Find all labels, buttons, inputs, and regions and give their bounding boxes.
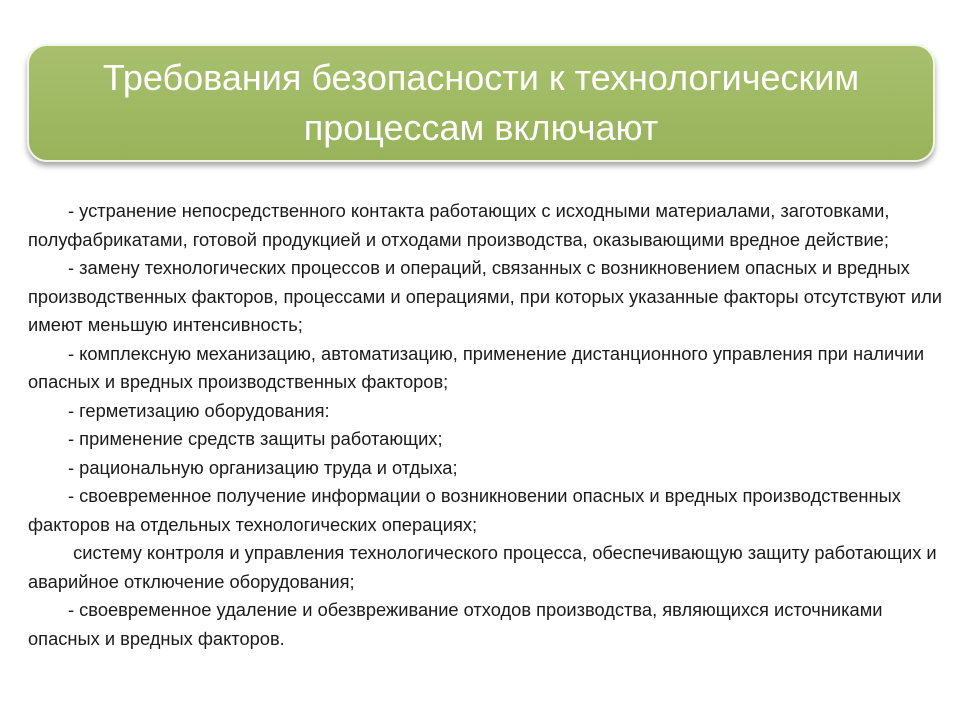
slide-title-line-2: процессам включают — [303, 107, 659, 148]
requirement-item: - своевременное получение информации о возникновении опасных и вредных производственных факторов на отдельных технологических операциях; — [28, 485, 901, 535]
slide-title-line-1: Требования безопасности к технологическим — [102, 57, 860, 98]
requirement-item: - устранение непосредственного контакта работающих с исходными материалами, заготовками, полуфабрикатами, готовой продукцией и отходами производства, оказывающими вредное действие; — [28, 200, 890, 250]
requirement-item: - герметизацию оборудования: — [68, 399, 330, 421]
slide-title — [103, 53, 859, 153]
requirement-item: - своевременное удаление и обезвреживание отходов производства, являющихся источниками опасных и вредных факторов. — [28, 599, 883, 649]
requirements-list — [28, 197, 948, 653]
requirement-item: - рациональную организацию труда и отдыха; — [68, 456, 458, 478]
requirement-item: - комплексную механизацию, автоматизацию, применение дистанционного управления при наличии опасных и вредных производственных факторов; — [28, 342, 925, 392]
requirement-item: систему контроля и управления технологического процесса, обеспечивающую защиту работающих и аварийное отключение оборудования; — [28, 542, 942, 592]
requirement-item: - применение средств защиты работающих; — [68, 428, 443, 449]
title-banner — [27, 44, 935, 162]
requirement-item: - замену технологических процессов и операций, связанных с возникновением опасных и вредных производственных факторов, процессами и операциями, при которых указанные факторы отсутствуют или имеют меньшую интенсивность; — [28, 257, 942, 335]
